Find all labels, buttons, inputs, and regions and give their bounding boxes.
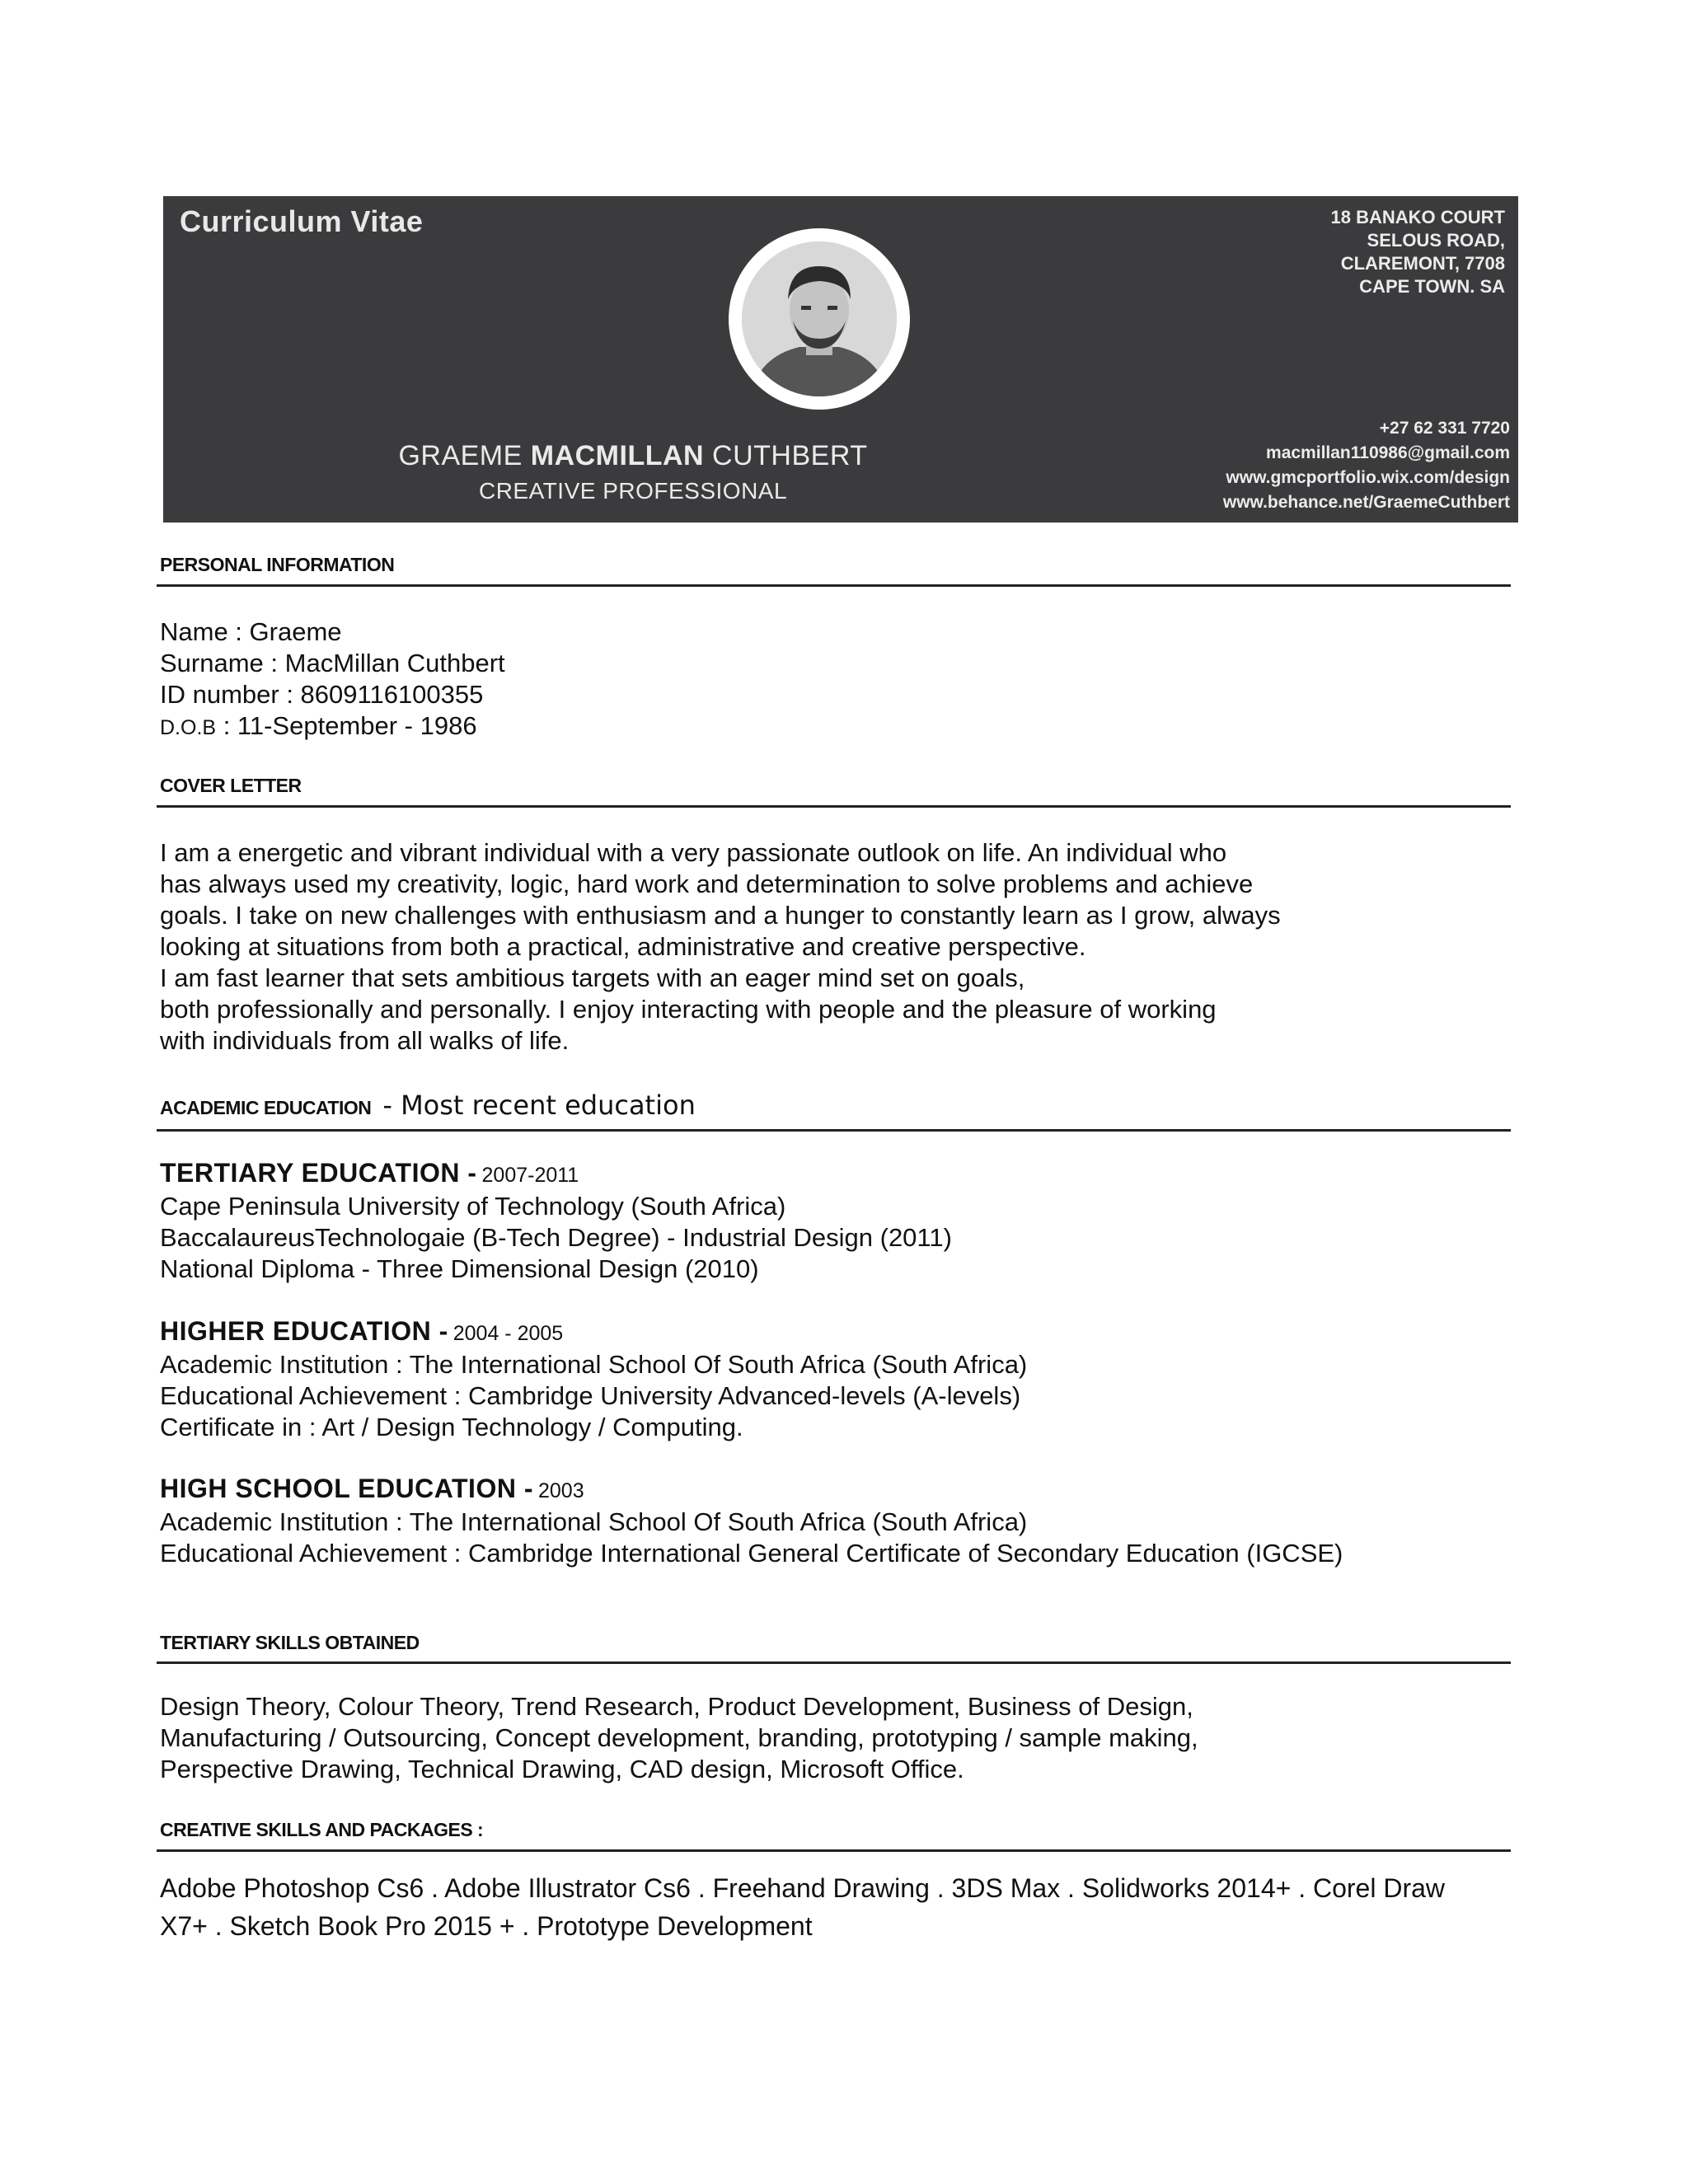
cover-line: goals. I take on new challenges with enthusiasm and a hunger to constantly learn as I grow, always [160,901,1281,930]
skills-line: Design Theory, Colour Theory, Trend Research, Product Development, Business of Design, [160,1692,1193,1721]
cover-letter-heading: COVER LETTER [160,775,302,796]
dob-line [160,710,1512,743]
address-line: CAPE TOWN. SA [1359,276,1505,297]
skills-line: Manufacturing / Outsourcing, Concept development, branding, prototyping / sample making, [160,1723,1198,1752]
contact-block [1223,416,1510,515]
academic-heading-note: - Most recent education [382,1090,696,1121]
first-name: GRAEME [398,440,523,471]
divider [157,1129,1511,1132]
education-line: National Diploma - Three Dimensional Design (2010) [160,1254,759,1283]
cover-letter [160,837,1512,1057]
cv-title: Curriculum Vitae [180,204,424,238]
header-banner [163,196,1518,523]
dob-label: D.O.B [160,716,217,739]
last-name: CUTHBERT [712,440,868,471]
personal-info [160,616,1512,743]
higher-years: 2004 - 2005 [452,1322,564,1345]
academic-heading-label: ACADEMIC EDUCATION [160,1097,372,1118]
divider [157,1661,1511,1664]
skills-line: X7+ . Sketch Book Pro 2015 + . Prototype Development [160,1911,813,1941]
divider [157,584,1511,587]
id-line: ID number : 8609116100355 [160,680,484,709]
education-line: Cape Peninsula University of Technology (South Africa) [160,1192,786,1221]
cover-line: I am fast learner that sets ambitious targets with an eager mind set on goals, [160,963,1025,992]
tertiary-years: 2007-2011 [481,1164,579,1187]
divider [157,805,1511,808]
personal-info-heading: PERSONAL INFORMATION [160,554,395,575]
profile-photo-frame [729,228,910,410]
cover-line: with individuals from all walks of life. [160,1026,570,1055]
cover-line: I am a energetic and vibrant individual with a very passionate outlook on life. An individual who [160,838,1227,867]
behance-link[interactable]: www.behance.net/GraemeCuthbert [1222,493,1510,512]
banner-full-name [163,440,1103,472]
skills-line: Adobe Photoshop Cs6 . Adobe Illustrator Cs6 . Freehand Drawing . 3DS Max . Solidworks 2014+ . Corel Draw [160,1873,1445,1903]
cover-line: looking at situations from both a practical, administrative and creative perspective. [160,932,1086,961]
portfolio-link[interactable]: www.gmcportfolio.wix.com/design [1226,468,1510,487]
tertiary-education [160,1157,1512,1285]
tertiary-skills-heading: TERTIARY SKILLS OBTAINED [160,1632,420,1653]
cover-line: has always used my creativity, logic, hard work and determination to solve problems and achieve [160,869,1254,898]
name-line: Name : Graeme [160,617,342,646]
creative-skills-heading: CREATIVE SKILLS AND PACKAGES : [160,1819,484,1840]
address-line: SELOUS ROAD, [1367,230,1505,251]
high-school-years: 2003 [537,1479,584,1502]
dob-value: : 11-September - 1986 [216,711,477,740]
high-school-title: HIGH SCHOOL EDUCATION - 2003 [160,1474,584,1503]
education-line: Educational Achievement : Cambridge University Advanced-levels (A-levels) [160,1381,1021,1410]
academic-heading [160,1090,1512,1121]
email-address[interactable]: macmillan110986@gmail.com [1266,443,1510,462]
higher-education [160,1315,1512,1443]
surname-line: Surname : MacMillan Cuthbert [160,649,505,677]
address-line: 18 BANAKO COURT [1330,207,1505,227]
cover-line: both professionally and personally. I enjoy interacting with people and the pleasure of working [160,995,1217,1024]
middle-name: MACMILLAN [530,440,705,471]
education-line: Academic Institution : The International School Of South Africa (South Africa) [160,1507,1028,1536]
profile-photo [742,241,897,396]
tertiary-education-title: TERTIARY EDUCATION - 2007-2011 [160,1158,579,1188]
education-line: Certificate in : Art / Design Technology / Computing. [160,1413,743,1441]
divider [157,1849,1511,1852]
high-school-education [160,1473,1512,1569]
address-line: CLAREMONT, 7708 [1340,253,1505,274]
education-line: Academic Institution : The International School Of South Africa (South Africa) [160,1350,1028,1379]
higher-education-title: HIGHER EDUCATION - 2004 - 2005 [160,1316,564,1346]
tertiary-skills [160,1691,1512,1785]
education-line: BaccalaureusTechnologaie (B-Tech Degree) - Industrial Design (2011) [160,1223,952,1252]
phone-number: +27 62 331 7720 [1379,419,1510,438]
banner-role: CREATIVE PROFESSIONAL [478,478,788,504]
address-block [1331,206,1505,298]
skills-line: Perspective Drawing, Technical Drawing, CAD design, Microsoft Office. [160,1755,964,1783]
creative-skills [160,1869,1512,1945]
education-line: Educational Achievement : Cambridge International General Certificate of Secondary Education (IGCSE) [160,1539,1343,1568]
